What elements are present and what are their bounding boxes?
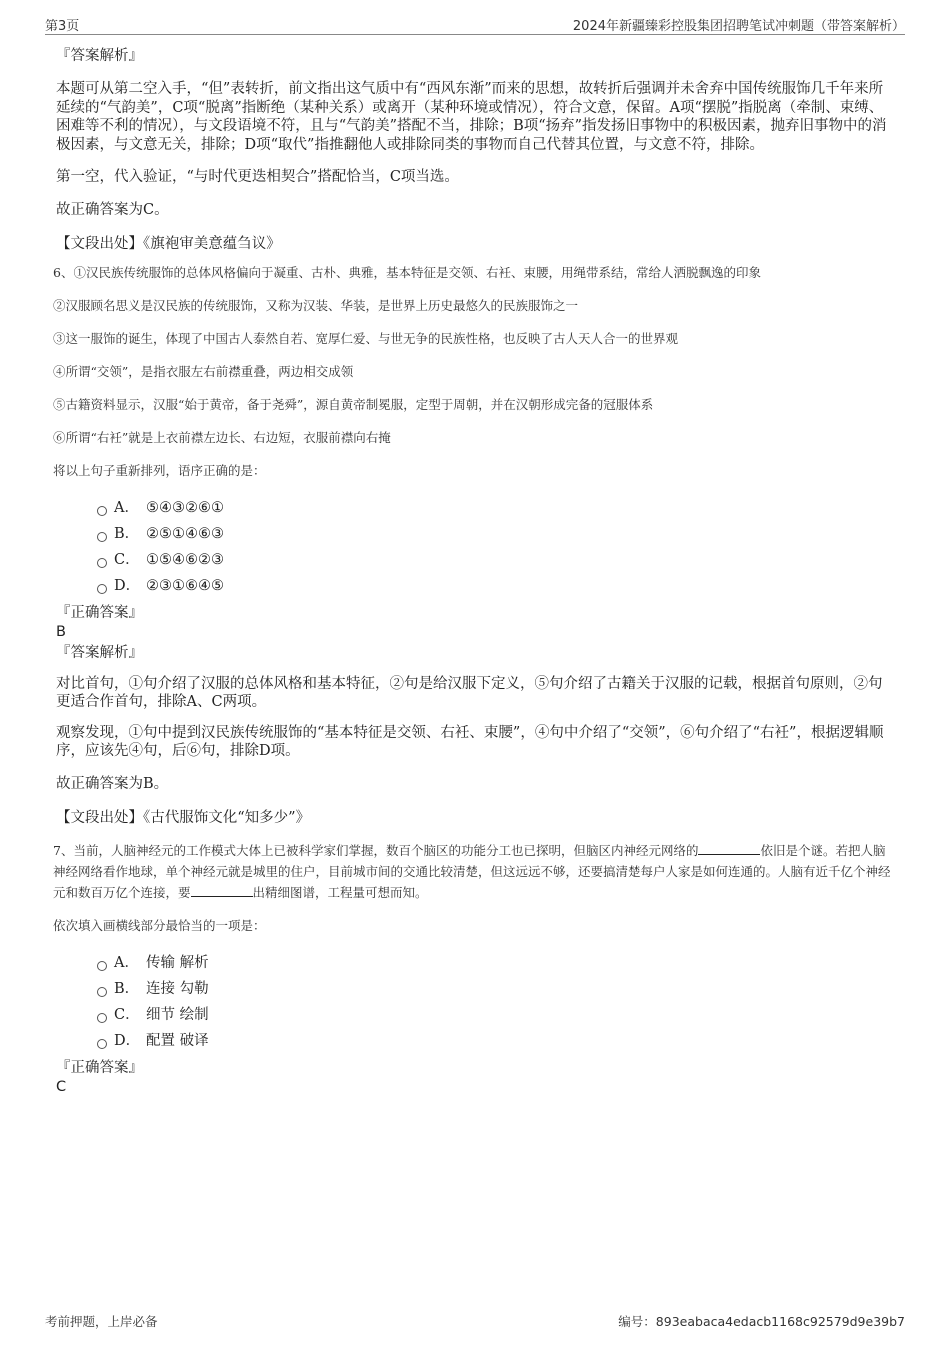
radio-icon[interactable] bbox=[97, 987, 107, 997]
radio-icon[interactable] bbox=[97, 1013, 107, 1023]
q6-sentence-3: ③这一服饰的诞生，体现了中国古人泰然自若、宽厚仁爱、与世无争的民族性格，也反映了古人天人合一的世界观 bbox=[53, 330, 679, 346]
radio-icon[interactable] bbox=[97, 961, 107, 971]
q7-option-d[interactable] bbox=[56, 1028, 896, 1054]
q7-text-part-2: 依旧是个谜。若把人脑神经网络看作地球，单个神经元就是城里的住户，目前城市间的交通比较清楚，但这远远不够，还要搞清楚每户人家是如何连通的。人脑有近千亿个神经元和数百万亿个连接，要 bbox=[53, 842, 891, 900]
radio-icon[interactable] bbox=[97, 532, 107, 542]
q5-analysis-paragraph-3: 故正确答案为C。 bbox=[56, 201, 169, 218]
q7-correct-label: 『正确答案』 bbox=[56, 1059, 143, 1076]
q7-text-part-3: 出精细图谱，工程量可想而知。 bbox=[252, 884, 428, 900]
q6-sentence-2: ②汉服顾名思义是汉民族的传统服饰，又称为汉装、华装，是世界上历史最悠久的民族服饰之一 bbox=[53, 297, 579, 313]
page-header bbox=[45, 14, 905, 35]
q5-analysis-paragraph-2: 第一空，代入验证，“与时代更迭相契合”搭配恰当，C项当选。 bbox=[56, 169, 459, 185]
option-letter: B． bbox=[114, 980, 140, 997]
q7-option-a[interactable] bbox=[56, 950, 896, 976]
page-number: 第3页 bbox=[45, 19, 80, 34]
q7-option-c[interactable] bbox=[56, 1002, 896, 1028]
code-label: 编号： bbox=[618, 1314, 656, 1329]
code-value: 893eabaca4edacb1168c92579d9e39b7 bbox=[655, 1314, 905, 1329]
option-text: 传输 解析 bbox=[146, 954, 209, 971]
page-content bbox=[53, 44, 896, 1096]
q7-option-b[interactable] bbox=[56, 976, 896, 1002]
q6-analysis-paragraph-1: 对比首句，①句介绍了汉服的总体风格和基本特征，②句是给汉服下定义，⑤句介绍了古籍关于汉服的记载，根据首句原则，②句更适合作首句，排除A、C两项。 bbox=[56, 675, 883, 710]
fill-blank-2 bbox=[191, 884, 253, 897]
q7-options bbox=[56, 950, 896, 1054]
q6-sentence-1: 6、①汉民族传统服饰的总体风格偏向于凝重、古朴、典雅，基本特征是交领、右衽、束腰，用绳带系结，常给人洒脱飘逸的印象 bbox=[53, 264, 761, 280]
q5-analysis-paragraph-1: 本题可从第二空入手，“但”表转折，前文指出这气质中有“西风东渐”而来的思想，故转折后强调并未舍弃中国传统服饰几千年来所延续的“气韵美”，C项“脱离”指断绝（某种关系）或离开（某种环境或情况），符合文意，保留。A项“摆脱”指脱离（牵制、束缚、困难等不利的情况），与文段语境不符，且与“气韵美”搭配不当，排除；B项“扬弃”指发扬旧事物中的积极因素，抛弃旧事物中的消极因素，与文意无关，排除；D项“取代”指推翻他人或排除同类的事物而自己代替其位置，与文意不符，排除。 bbox=[56, 81, 887, 153]
q6-options bbox=[56, 495, 896, 599]
q6-correct-answer: B bbox=[56, 623, 66, 640]
option-text: ②③①⑥④⑤ bbox=[146, 577, 224, 594]
option-letter: D． bbox=[114, 577, 141, 594]
q6-option-b[interactable] bbox=[56, 521, 896, 547]
q6-sentence-6: ⑥所谓“右衽”就是上衣前襟左边长、右边短，衣服前襟向右掩 bbox=[53, 429, 391, 445]
option-letter: A． bbox=[114, 499, 139, 516]
document-code bbox=[618, 1312, 905, 1330]
q6-analysis-paragraph-2: 观察发现，①句中提到汉民族传统服饰的“基本特征是交领、右衽、束腰”，④句中介绍了“交领”，⑥句介绍了“右衽”，根据逻辑顺序，应该先④句，后⑥句，排除D项。 bbox=[56, 724, 884, 759]
q7-text-part-1: 7、当前，人脑神经元的工作模式大体上已被科学家们掌握，数百个脑区的功能分工也已探明，但脑区内神经元网络的 bbox=[53, 842, 699, 858]
q6-analysis-paragraph-3: 故正确答案为B。 bbox=[56, 775, 169, 792]
option-text: ①⑤④⑥②③ bbox=[146, 551, 224, 568]
q6-sentence-5: ⑤古籍资料显示，汉服“始于黄帝，备于尧舜”，源自黄帝制冕服，定型于周朝，并在汉朝形成完备的冠服体系 bbox=[53, 396, 654, 412]
radio-icon[interactable] bbox=[97, 1039, 107, 1049]
footer-slogan: 考前押题，上岸必备 bbox=[45, 1314, 158, 1329]
q6-source: 【文段出处】《古代服饰文化“知多少”》 bbox=[56, 810, 311, 826]
option-letter: A． bbox=[114, 954, 139, 971]
q5-analysis-label: 『答案解析』 bbox=[56, 48, 143, 64]
q6-option-a[interactable] bbox=[56, 495, 896, 521]
q5-source: 【文段出处】《旗袍审美意蕴刍议》 bbox=[56, 236, 281, 252]
q7-correct-answer: C bbox=[56, 1078, 67, 1095]
option-text: 配置 破译 bbox=[146, 1032, 209, 1049]
radio-icon[interactable] bbox=[97, 558, 107, 568]
q6-correct-label: 『正确答案』 bbox=[56, 604, 143, 621]
q7-prompt: 依次填入画横线部分最恰当的一项是： bbox=[53, 917, 266, 933]
q6-sentence-4: ④所谓“交领”，是指衣服左右前襟重叠，两边相交成领 bbox=[53, 363, 354, 379]
fill-blank-1 bbox=[698, 842, 760, 855]
q6-prompt: 将以上句子重新排列，语序正确的是： bbox=[53, 462, 266, 478]
option-letter: D． bbox=[114, 1032, 141, 1049]
q7-question-text bbox=[53, 840, 896, 903]
option-text: ⑤④③②⑥① bbox=[146, 499, 224, 516]
radio-icon[interactable] bbox=[97, 584, 107, 594]
radio-icon[interactable] bbox=[97, 506, 107, 516]
option-letter: C． bbox=[114, 1006, 140, 1023]
option-text: 连接 勾勒 bbox=[146, 980, 209, 997]
q6-analysis-label: 『答案解析』 bbox=[56, 644, 143, 661]
document-title: 2024年新疆臻彩控股集团招聘笔试冲刺题（带答案解析） bbox=[572, 19, 905, 34]
option-text: ②⑤①④⑥③ bbox=[146, 525, 224, 542]
q6-option-c[interactable] bbox=[56, 547, 896, 573]
option-letter: C． bbox=[114, 551, 140, 568]
q6-option-d[interactable] bbox=[56, 573, 896, 599]
option-letter: B． bbox=[114, 525, 140, 542]
option-text: 细节 绘制 bbox=[146, 1006, 209, 1023]
